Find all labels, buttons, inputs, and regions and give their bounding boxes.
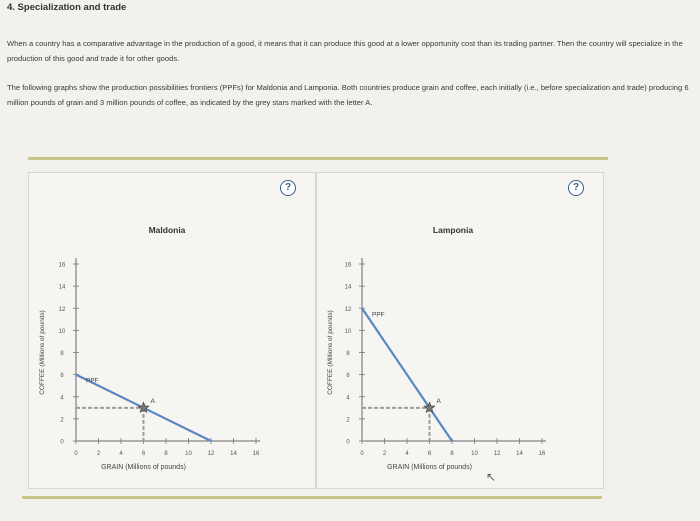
y-axis-label: COFFEE (Millions of pounds) (39, 310, 46, 395)
y-tick-label: 4 (346, 395, 350, 402)
maldonia-panel (28, 172, 316, 489)
x-tick-label: 12 (207, 451, 215, 457)
x-tick-label: 12 (493, 451, 501, 457)
y-tick-label: 8 (346, 351, 350, 357)
y-tick-label: 4 (60, 395, 64, 402)
bottom-divider (22, 496, 602, 499)
x-tick-label: 14 (516, 451, 523, 457)
x-tick-label: 16 (538, 451, 546, 457)
point-label: A (436, 397, 441, 405)
y-tick-label: 16 (58, 262, 66, 269)
x-tick-label: 4 (119, 451, 123, 457)
ppf-line (362, 308, 452, 441)
ppf-label: PPF (372, 311, 385, 319)
chart-title: Maldonia (148, 225, 186, 235)
x-axis-label: GRAIN (Millions of pounds) (387, 464, 472, 471)
y-tick-label: 6 (60, 373, 64, 380)
lamponia-panel (316, 172, 604, 489)
y-tick-label: 12 (344, 306, 352, 313)
x-tick-label: 2 (382, 451, 387, 457)
x-tick-label: 0 (74, 451, 78, 457)
x-tick-label: 4 (405, 451, 409, 457)
y-axis-label: COFFEE (Millions of pounds) (327, 310, 334, 395)
intro-paragraph-1: When a country has a comparative advantage in the production of a good, it means that it can produce this good at a lower opportunity cost than its trading partner. Then the country will specialize in the production of this good and trade it for other goods. (7, 39, 683, 63)
top-divider (28, 157, 608, 160)
x-tick-label: 6 (141, 451, 146, 457)
x-tick-label: 10 (471, 451, 478, 457)
x-tick-label: 6 (427, 451, 432, 457)
x-tick-label: 8 (164, 451, 168, 457)
ppf-label: PPF (86, 377, 99, 385)
y-tick-label: 2 (346, 417, 350, 424)
y-tick-label: 14 (58, 284, 66, 291)
help-icon[interactable]: ? (280, 180, 296, 196)
y-tick-label: 0 (346, 439, 350, 446)
y-tick-label: 6 (346, 373, 350, 380)
y-tick-label: 10 (58, 328, 66, 335)
point-label: A (150, 397, 155, 405)
maldonia-chart (29, 173, 315, 488)
y-tick-label: 12 (58, 306, 66, 313)
y-tick-label: 2 (60, 417, 64, 424)
y-tick-label: 0 (60, 439, 64, 446)
x-tick-label: 10 (185, 451, 192, 457)
chart-title: Lamponia (432, 225, 474, 235)
lamponia-chart (317, 173, 603, 488)
intro-paragraph-2: The following graphs show the production possibilities frontiers (PPFs) for Maldonia and Lamponia. Both countries produce grain and coffee, each initially (i.e., before specialization and trade) producing 6 million pounds of grain and 3 million pounds of coffee, as indicated by the grey stars marked with the letter A. (7, 83, 689, 107)
y-tick-label: 16 (344, 262, 352, 269)
help-icon[interactable]: ? (568, 180, 584, 196)
y-tick-label: 10 (344, 328, 352, 335)
x-tick-label: 0 (360, 451, 364, 457)
y-tick-label: 8 (60, 351, 64, 357)
x-axis-label: GRAIN (Millions of pounds) (101, 464, 186, 471)
x-tick-label: 16 (252, 451, 260, 457)
x-tick-label: 2 (96, 451, 101, 457)
mouse-cursor-icon: ↖ (486, 470, 497, 484)
x-tick-label: 8 (450, 451, 454, 457)
y-tick-label: 14 (344, 284, 352, 291)
page-title: 4. Specialization and trade (7, 2, 127, 13)
x-tick-label: 14 (230, 451, 237, 457)
